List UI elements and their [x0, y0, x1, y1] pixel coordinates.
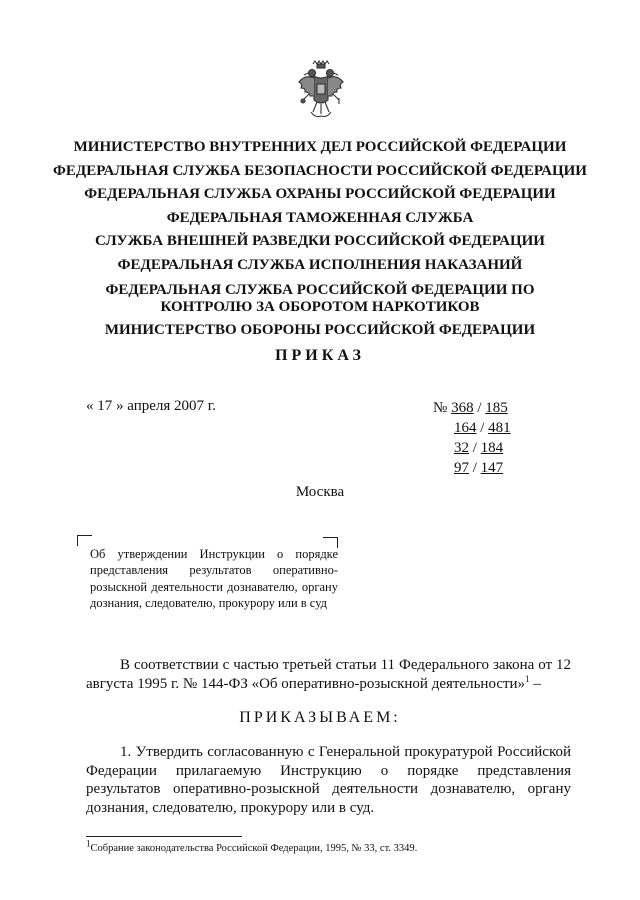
order-number: 97 [454, 460, 469, 476]
command-heading: ПРИКАЗЫВАЕМ: [239, 709, 401, 726]
subject-bracket-left [77, 535, 92, 546]
footnote-text: Собрание законодательства Российской Федерации, 1995, № 33, ст. 3349. [90, 843, 418, 854]
footnote-mark: 1 [86, 838, 91, 849]
organization-line: ФЕДЕРАЛЬНАЯ СЛУЖБА ОХРАНЫ РОССИЙСКОЙ ФЕДЕРАЦИИ [84, 186, 556, 203]
order-number: 32 [454, 440, 469, 456]
order-number-row: 32 / 184 [454, 440, 504, 456]
preamble-text: В соответствии с частью третьей статьи 11 Федерального закона от 12 августа 1995 г. № 144-ФЗ «Об оперативно-розыскной деятельности» [86, 657, 571, 692]
footnote-ref: 1 [525, 673, 530, 684]
organization-line: ФЕДЕРАЛЬНАЯ СЛУЖБА РОССИЙСКОЙ ФЕДЕРАЦИИ ПО [105, 281, 535, 298]
organization-line: МИНИСТЕРСТВО ВНУТРЕННИХ ДЕЛ РОССИЙСКОЙ ФЕДЕРАЦИИ [73, 139, 567, 155]
number-sign: № [433, 400, 448, 416]
organization-line: ФЕДЕРАЛЬНАЯ СЛУЖБА ИСПОЛНЕНИЯ НАКАЗАНИЙ [117, 256, 523, 273]
footnote [86, 838, 418, 854]
issuing-organizations [0, 136, 640, 342]
organization-line: КОНТРОЛЮ ЗА ОБОРОТОМ НАРКОТИКОВ [160, 298, 480, 315]
order-title: ПРИКАЗ [275, 347, 365, 364]
organization-line: МИНИСТЕРСТВО ОБОРОНЫ РОССИЙСКОЙ ФЕДЕРАЦИИ [104, 321, 536, 338]
order-number: 185 [485, 400, 508, 416]
order-number: 481 [488, 420, 511, 436]
item-1: 1. Утвердить согласованную с Генеральной прокуратурой Российской Федерации прилагаемую Инструкцию о порядке представления результатов оперативно-розыскной деятельности дознавателю, органу дознания, следователю, прокурору или в суд. [86, 744, 571, 816]
footnote-divider [86, 836, 242, 837]
order-numbers [433, 398, 511, 478]
preamble-end: – [529, 675, 541, 692]
order-number-row: № 368 / 185 [433, 400, 508, 416]
organization-line: СЛУЖБА ВНЕШНЕЙ РАЗВЕДКИ РОССИЙСКОЙ ФЕДЕРАЦИИ [95, 233, 545, 250]
order-number: 368 [451, 400, 474, 416]
order-number: 164 [454, 420, 477, 436]
organization-line: ФЕДЕРАЛЬНАЯ СЛУЖБА БЕЗОПАСНОСТИ РОССИЙСКОЙ ФЕДЕРАЦИИ [53, 162, 587, 179]
order-number: 147 [480, 460, 504, 476]
organization-line: ФЕДЕРАЛЬНАЯ ТАМОЖЕННАЯ СЛУЖБА [166, 209, 474, 226]
order-number-row: 164 / 481 [454, 420, 511, 436]
city: Москва [295, 484, 345, 500]
order-date: « 17 » апреля 2007 г. [86, 398, 216, 414]
preamble [86, 656, 571, 693]
order-number-row: 97 / 147 [454, 460, 504, 476]
russian-double-headed-eagle-icon [297, 60, 345, 126]
order-number: 184 [480, 440, 504, 456]
order-subject: Об утверждении Инструкции о порядке представления результатов оперативно-розыскной деятельности дознавателю, органу дознания, следователю, прокурору или в суд [90, 547, 338, 610]
